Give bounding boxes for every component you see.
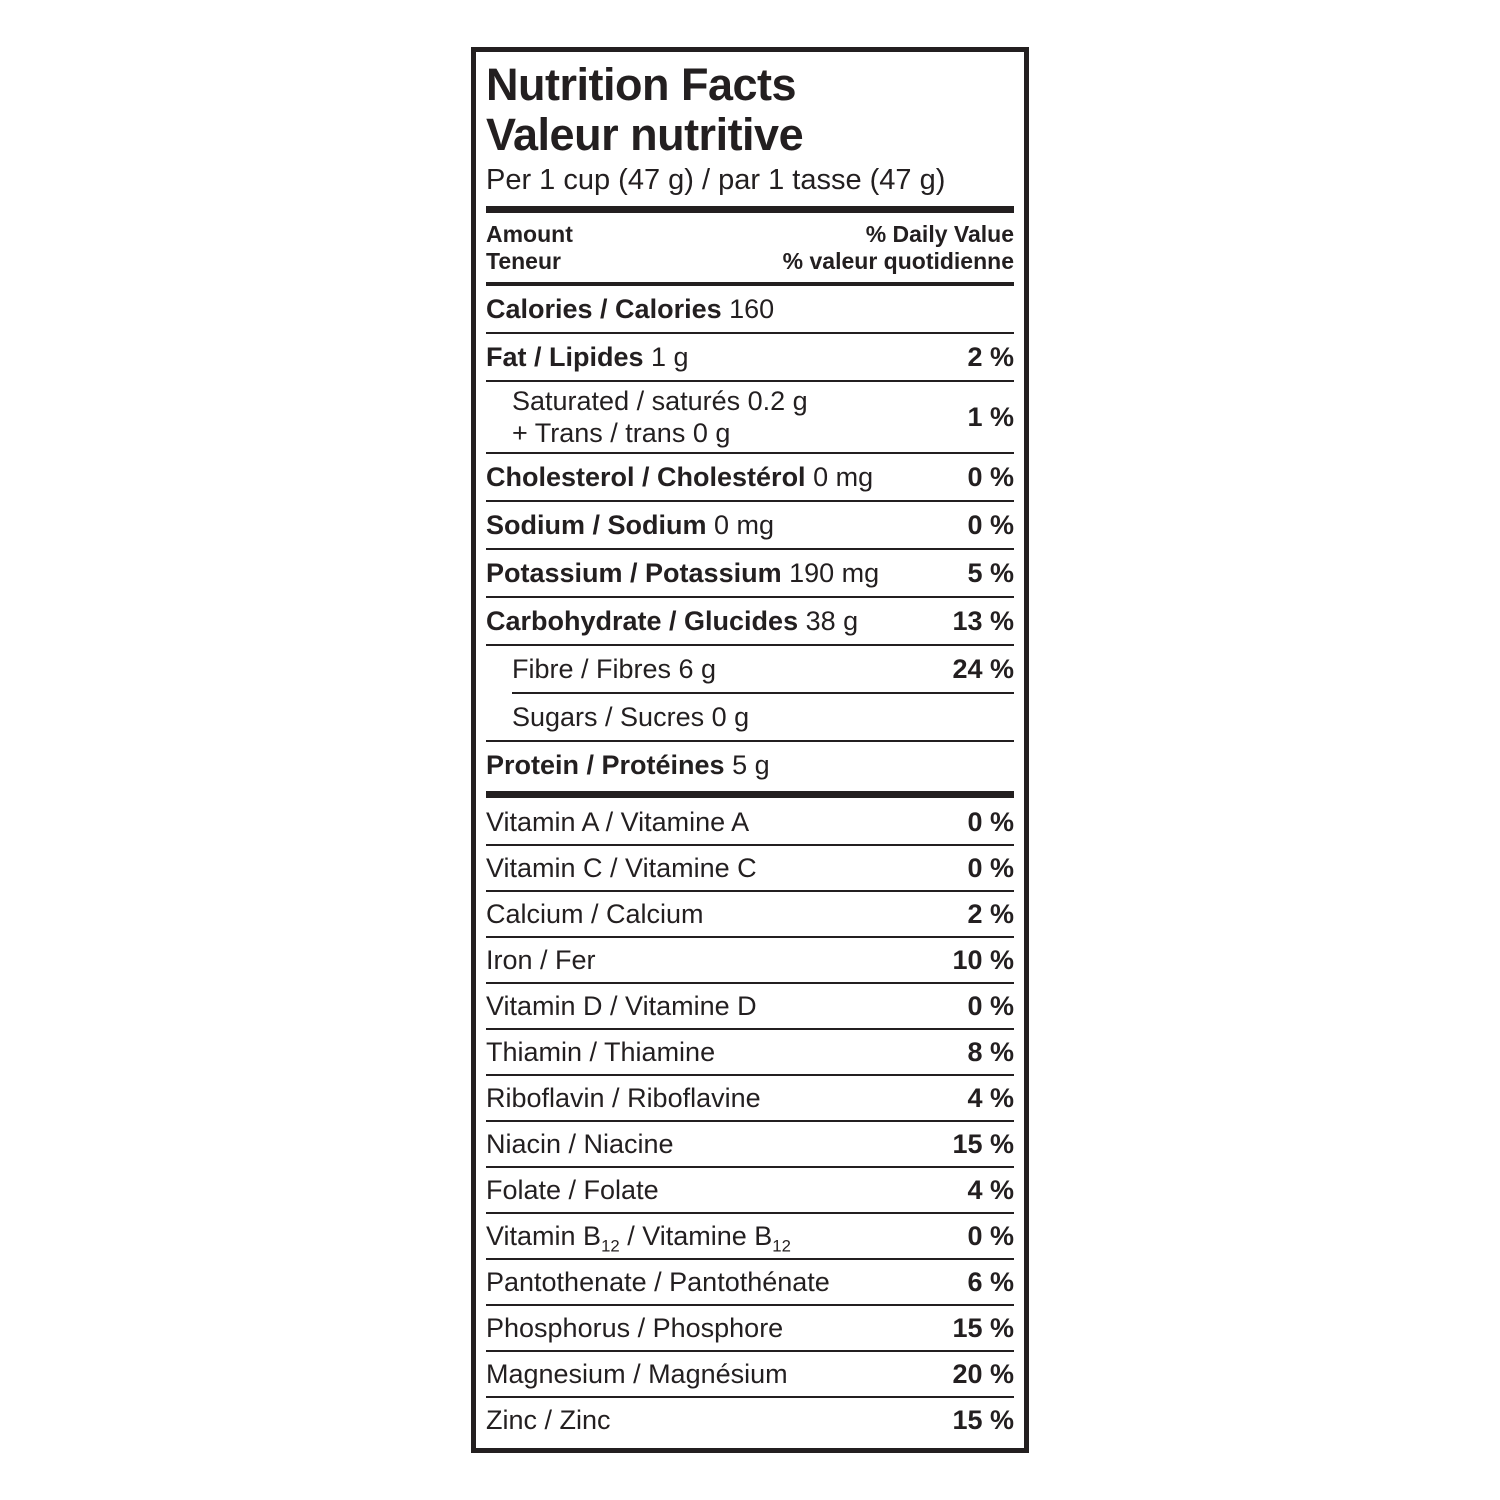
row-thiamin [486, 1030, 1014, 1074]
row-fibre [486, 646, 1014, 692]
daily-value: 0 % [967, 852, 1014, 883]
nutrient-name: Protein / Protéines 5 g [486, 750, 770, 780]
amount-header-en: Amount [486, 221, 573, 247]
row-vitamin-a [486, 800, 1014, 844]
nutrient-name: Sugars / Sucres 0 g [512, 702, 750, 732]
daily-value: 0 % [967, 806, 1014, 837]
daily-value: 1 % [967, 401, 1014, 432]
nutrient-name: Thiamin / Thiamine [486, 1037, 716, 1067]
row-riboflavin [486, 1076, 1014, 1120]
row-folate [486, 1168, 1014, 1212]
nutrient-name: Riboflavin / Riboflavine [486, 1083, 761, 1113]
row-iron [486, 938, 1014, 982]
nutrient-name: Saturated / saturés 0.2 g + Trans / trans 0 g [512, 386, 808, 448]
nutrient-name: Vitamin C / Vitamine C [486, 853, 757, 883]
macronutrient-rows [486, 286, 1014, 788]
daily-value: 10 % [952, 944, 1014, 975]
amount-header-fr: Teneur [486, 248, 561, 274]
daily-value: 4 % [967, 1082, 1014, 1113]
nutrient-name: Iron / Fer [486, 945, 596, 975]
nutrient-name: Vitamin D / Vitamine D [486, 991, 757, 1021]
amount-header [486, 221, 573, 275]
separator-thick-bottom [486, 791, 1014, 798]
row-vitamin-c [486, 846, 1014, 890]
nutrient-name: Sodium / Sodium 0 mg [486, 510, 775, 540]
daily-value: 15 % [952, 1312, 1014, 1343]
row-phosphorus [486, 1306, 1014, 1350]
separator-thick-top [486, 206, 1014, 213]
row-cholesterol [486, 454, 1014, 500]
nutrient-name: Vitamin $B_{12}$ / Vitamine $B_{12}$ [486, 1221, 791, 1256]
nutrient-name: Niacin / Niacine [486, 1129, 674, 1159]
nutrient-name: Calcium / Calcium [486, 899, 704, 929]
daily-value-header [783, 221, 1014, 275]
row-vitamin-b12 [486, 1214, 1014, 1258]
row-pantothenate [486, 1260, 1014, 1304]
row-calories [486, 286, 1014, 332]
nutrient-name: Potassium / Potassium 190 mg [486, 558, 880, 588]
nutrient-name: Calories / Calories 160 [486, 294, 775, 324]
row-niacin [486, 1122, 1014, 1166]
row-saturated-trans [486, 382, 1014, 452]
daily-value: 8 % [967, 1036, 1014, 1067]
daily-value: 6 % [967, 1266, 1014, 1297]
nutrient-name: Cholesterol / Cholestérol 0 mg [486, 462, 874, 492]
label-title-en: Nutrition Facts [486, 59, 797, 110]
nutrient-name: Zinc / Zinc [486, 1405, 611, 1435]
daily-value: 0 % [967, 1220, 1014, 1251]
daily-value: 5 % [967, 557, 1014, 588]
row-potassium [486, 550, 1014, 596]
daily-value: 0 % [967, 509, 1014, 540]
serving-size: Per 1 cup (47 g) / par 1 tasse (47 g) [486, 164, 946, 196]
daily-value: 4 % [967, 1174, 1014, 1205]
row-zinc [486, 1398, 1014, 1442]
row-sodium [486, 502, 1014, 548]
row-fat [486, 334, 1014, 380]
daily-value: 0 % [967, 461, 1014, 492]
nutrient-name: Vitamin A / Vitamine A [486, 807, 750, 837]
row-carbohydrate [486, 598, 1014, 644]
micronutrient-rows [486, 800, 1014, 1442]
row-vitamin-d [486, 984, 1014, 1028]
row-calcium [486, 892, 1014, 936]
nutrient-name: Magnesium / Magnésium [486, 1359, 788, 1389]
daily-value: 2 % [967, 898, 1014, 929]
nutrient-name: Carbohydrate / Glucides 38 g [486, 606, 859, 636]
column-header [486, 213, 1014, 282]
nutrient-name: Folate / Folate [486, 1175, 659, 1205]
daily-value: 20 % [952, 1358, 1014, 1389]
daily-value: 2 % [967, 341, 1014, 372]
daily-value: 24 % [952, 653, 1014, 684]
daily-value: 15 % [952, 1128, 1014, 1159]
nutrition-label [471, 47, 1029, 1453]
nutrient-name: Fibre / Fibres 6 g [512, 654, 717, 684]
label-title-fr: Valeur nutritive [486, 109, 804, 160]
nutrient-name: Phosphorus / Phosphore [486, 1313, 784, 1343]
nutrient-name: Fat / Lipides 1 g [486, 342, 689, 372]
row-sugars [486, 694, 1014, 740]
daily-value: 13 % [952, 605, 1014, 636]
row-protein [486, 742, 1014, 788]
row-magnesium [486, 1352, 1014, 1396]
daily-value: 0 % [967, 990, 1014, 1021]
daily-value-header-en: % Daily Value [865, 221, 1014, 247]
daily-value-header-fr: % valeur quotidienne [782, 248, 1014, 274]
daily-value: 15 % [952, 1404, 1014, 1435]
nutrient-name: Pantothenate / Pantothénate [486, 1267, 830, 1297]
